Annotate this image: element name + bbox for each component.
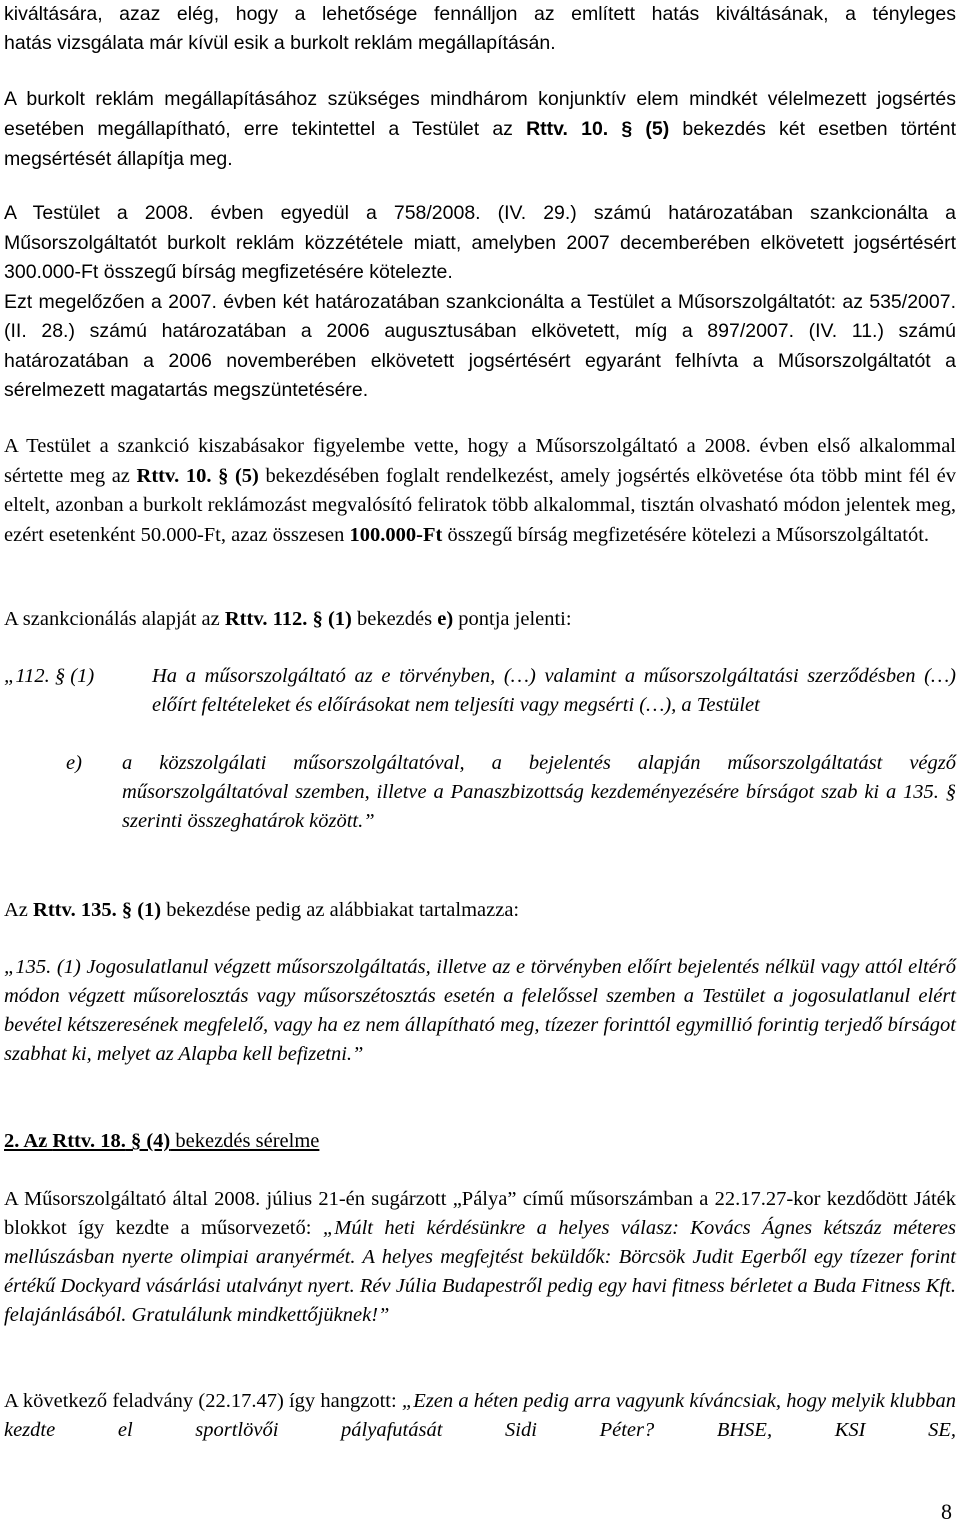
- text: [608, 118, 621, 140]
- paragraph-line: hatás vizsgálata már kívül esik a burkolt reklám megállapításán.: [4, 32, 556, 54]
- text: bekezdés sérelme: [170, 1130, 320, 1152]
- quote-text: „135. (1) Jogosulatlanul végzett műsorszolgáltatás, illetve az e törvényben előírt bejelentés nélkül vagy attól eltérő módon végzett műsorelosztás vagy műsorszétosztás esetén a felelőssel szemben a Testület a jogosulatlanul elért bevétel kétszeresének megfelelő, vagy ha ez nem állapítható meg, tízezer forinttól egymillió forintig terjedő bírságot szabhat ki, melyet az Alapba kell befizetni.”: [4, 956, 956, 1065]
- text: A Műsorszolgáltató által 2008. július 21-én sugárzott „Pálya” című műsorszámban a 22.17.27-kor kezdődött Játék blokkot így kezdte a műsorvezető:: [4, 1188, 956, 1239]
- quote-section-135: [4, 953, 956, 1069]
- paragraph-text: Ezt megelőzően a 2007. évben két határozatában szankcionálta a Testület a Műsorszolgáltatót: az 535/2007. (II. 28.) számú határozatában a 2006 augusztusában elkövetett, míg a 897/2007. (IV. 11.) számú határozatában a 2006 novemberében elkövetett jogsértésért egyaránt felhívta a Műsorszolgáltatót a sérelmezett magatartás megszüntetésére.: [4, 290, 956, 401]
- law-reference: Rttv. 10.: [526, 118, 609, 140]
- section-reference: § (4): [130, 1130, 171, 1152]
- paragraph-continuation: [4, 0, 956, 58]
- quote-text: Ha a műsorszolgáltató az e törvényben, (…) valamint a műsorszolgáltatási szerződésben (…) előírt feltételeket és előírásokat nem teljesíti vagy megsérti (…), a Testület: [152, 665, 956, 716]
- paragraph-sanction-decision: [4, 432, 956, 550]
- text: pontja jelenti:: [453, 608, 572, 630]
- section-reference: § (5): [218, 464, 259, 487]
- quote-section-number: „112. § (1): [4, 665, 95, 687]
- page-number: 8: [941, 1499, 952, 1524]
- text: A Testület a szankció kiszabásakor figyelembe vette, hogy a Műsorszolgáltató a 2008. évben első alkalommal sértette meg az: [4, 435, 956, 487]
- paragraph-text: [4, 1387, 956, 1445]
- quote-row: [4, 662, 956, 720]
- paragraph-line: kiváltására, azaz elég, hogy a lehetősége fennálljon az említett hatás kiváltásának, a tényleges: [4, 3, 956, 25]
- quote-point-row: [4, 749, 956, 836]
- law-reference: Rttv. 135.: [33, 899, 117, 921]
- quoted-speech: „Múlt heti kérdésünkre a helyes válasz: Kovács Ágnes kétszáz méteres mellúszásban nyerte olimpiai aranyérmét. A helyes megfejtést beküldők: Börcsök Judit Egerből egy tízezer forint értékű Dockyard vásárlási utalványt nyert. Rév Júlia Budapestről pedig egy havi fitness bérletet a Buda Fitness Kft. felajánlásából. Gratulálunk mindkettőjüknek!”: [4, 1217, 957, 1326]
- paragraph-next-question: [4, 1387, 956, 1445]
- paragraph-broadcast-description: [4, 1185, 956, 1330]
- fine-amount: 100.000-Ft: [349, 523, 443, 546]
- paragraph-legal-basis: [4, 605, 956, 634]
- text: összegű bírság megfizetésére kötelezi a Műsorszolgáltatót.: [442, 523, 930, 546]
- text: A burkolt reklám megállapításához szükséges mindhárom konjunktív elem mindkét vélelmezett jogsértés esetében megállapítható, erre tekintettel a Testület az: [4, 88, 956, 140]
- paragraph-text: [4, 1185, 956, 1330]
- quote-section-112: [4, 662, 956, 836]
- law-reference: Rttv. 18.: [52, 1130, 126, 1152]
- text: bekezdés: [351, 608, 438, 630]
- section-reference: § (1): [312, 608, 352, 630]
- paragraph-text: [4, 605, 956, 634]
- paragraph-text: [4, 84, 956, 174]
- paragraph-prior-sanctions: [4, 199, 956, 406]
- text: bekezdés két esetben történt megsértését állapítja meg.: [4, 118, 957, 170]
- point-reference: e): [437, 608, 454, 630]
- text: A következő feladvány (22.17.47) így hangzott:: [4, 1390, 402, 1412]
- text: Az: [4, 899, 34, 921]
- paragraph-text: [4, 432, 956, 550]
- section-reference: § (1): [121, 899, 162, 921]
- quoted-speech: „Ezen a héten pedig arra vagyunk kíváncsiak, hogy melyik klubban kezdte el sportlövői pályafutását Sidi Péter? BHSE, KSI SE,: [4, 1390, 956, 1441]
- paragraph-finding: [4, 84, 956, 174]
- paragraph-text: [4, 896, 956, 925]
- paragraph-text: A Testület a 2008. évben egyedül a 758/2008. (IV. 29.) számú határozatában szankcionálta a Műsorszolgáltatót burkolt reklám közzététele miatt, amelyben 2007 decemberében elkövetett jogsértésért 300.000-Ft összegű bírság megfizetésére kötelezte.: [4, 202, 956, 283]
- quote-point-text: a közszolgálati műsorszolgáltatóval, a bejelentés alapján műsorszolgáltatást végző műsorszolgáltatóval szemben, illetve a Panaszbizottság kezdeményezésére bírságot szab ki a 135. § szerinti összeghatárok között.”: [122, 752, 956, 832]
- text: bekezdése pedig az alábbiakat tartalmazza:: [161, 899, 520, 921]
- paragraph-section-135-intro: [4, 896, 956, 925]
- heading-number: 2. Az: [4, 1130, 53, 1152]
- text: A szankcionálás alapját az: [4, 608, 225, 630]
- section-heading: [4, 1127, 956, 1156]
- heading-text: [4, 1127, 956, 1156]
- text: bekezdésében foglalt rendelkezést, amely jogsértés elkövetése óta több mint fél év eltelt, azonban a burkolt reklámozást megvalósító feliratok több alkalommal, tisztán olvasható módon jelentek meg, ezért esetenként 50.000-Ft, azaz összesen: [4, 464, 957, 546]
- law-reference: Rttv. 10.: [136, 464, 212, 487]
- section-reference: § (5): [621, 118, 670, 140]
- law-reference: Rttv. 112.: [224, 608, 308, 630]
- quote-point-letter: e): [66, 752, 82, 774]
